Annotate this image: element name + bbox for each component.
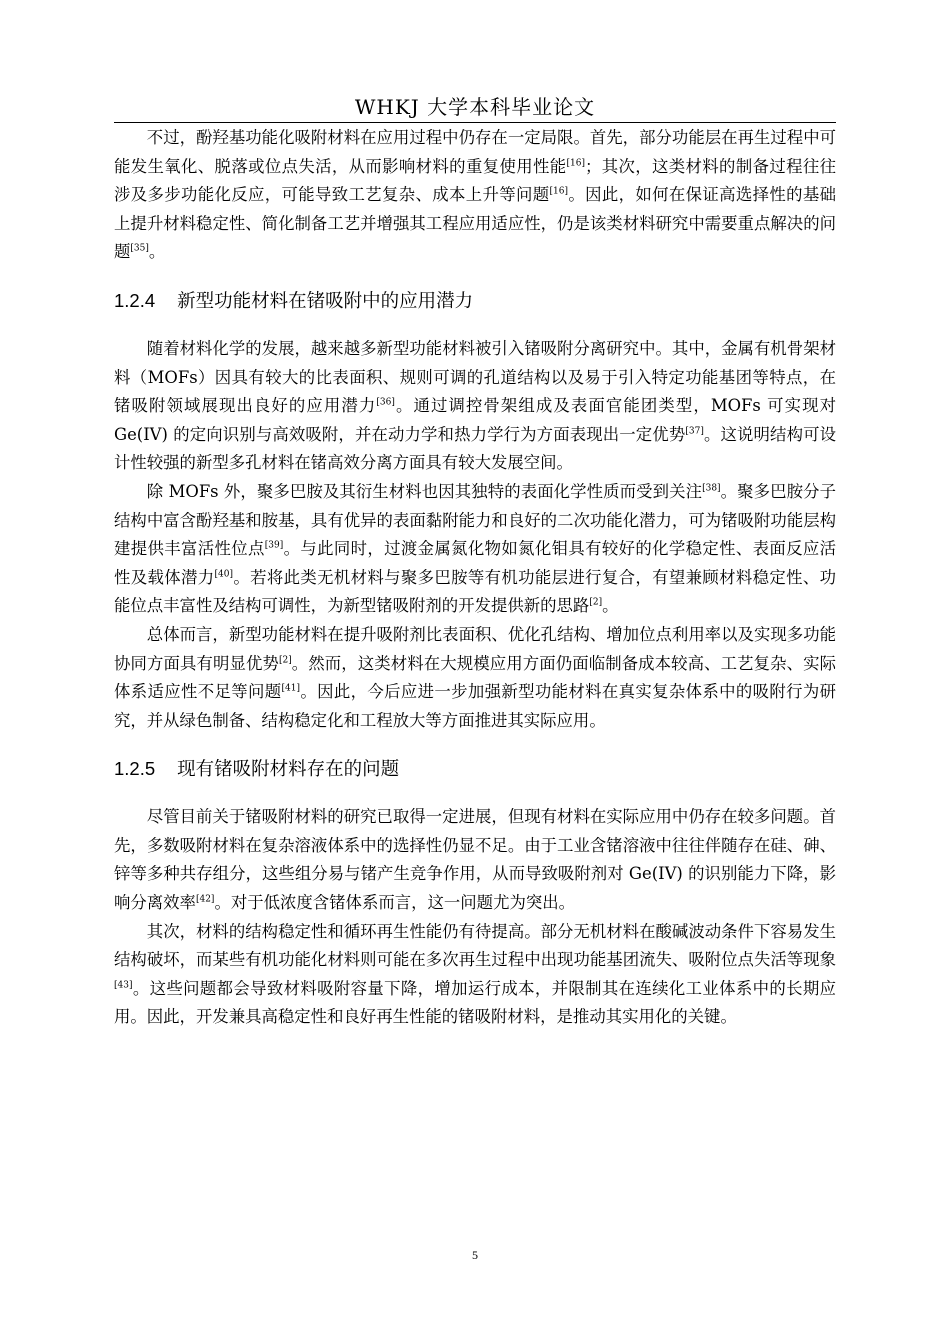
paragraph-text: 。若将此类无机材料与聚多巴胺等有机功能层进行复合，有望兼顾材料稳定性、功能位点丰富性及结构可调性，为新型锗吸附剂的开发提供新的思路 (114, 567, 837, 616)
paragraph-text: 。对于低浓度含锗体系而言，这一问题尤为突出。 (214, 893, 576, 913)
paragraph-text: 。因此，今后应进一步加强新型功能材料在真实复杂体系中的吸附行为研究，并从绿色制备、结构稳定化和工程放大等方面推进其实际应用。 (114, 682, 837, 730)
paragraph-text: 。这些问题都会导致材料吸附容量下降，增加运行成本，并限制其在连续化工业体系中的长期应用。因此，开发兼具高稳定性和良好再生性能的锗吸附材料，是推动其实用化的关键。 (114, 978, 836, 1027)
citation-ref: [2] (589, 597, 603, 608)
section-number: 1.2.4 (114, 289, 156, 311)
paragraph (114, 335, 836, 478)
page-number: 5 (472, 1248, 478, 1262)
header-rule (114, 122, 836, 123)
paragraph (114, 803, 836, 917)
citation-ref: [43] (114, 980, 133, 991)
citation-ref: [35] (130, 243, 149, 254)
paragraph-text: 不过，酚羟基功能化吸附材料在应用过程中仍存在一定局限。首先，部分功能层在再生过程中可能发生氧化、脱落或位点失活，从而影响材料的重复使用性能 (114, 128, 836, 176)
paragraph (114, 478, 836, 621)
running-header: WHKJ 大学本科毕业论文 (354, 95, 596, 119)
document-body (114, 124, 836, 1032)
paragraph-text: 。聚多巴胺分子结构中富含酚羟基和胺基，具有优异的表面黏附能力和良好的二次功能化潜力，可为锗吸附功能层构建提供丰富活性位点 (114, 481, 836, 559)
paragraph-text: 总体而言，新型功能材料在提升吸附剂比表面积、优化孔结构、增加位点利用率以及实现多功能协同方面具有明显优势 (114, 624, 836, 673)
citation-ref: [37] (685, 426, 704, 437)
paragraph-text: 除 MOFs 外，聚多巴胺及其衍生材料也因其独特的表面化学性质而受到关注 (146, 481, 703, 501)
citation-ref: [41] (281, 683, 300, 694)
paragraph (114, 124, 836, 267)
citation-ref: [16] (549, 186, 568, 197)
citation-ref: [36] (376, 397, 395, 408)
section-number: 1.2.5 (114, 758, 156, 780)
paragraph-text: 。与此同时，过渡金属氮化物如氮化钼具有较好的化学稳定性、表面反应活性及载体潜力 (114, 539, 837, 587)
paragraph-text: 其次，材料的结构稳定性和循环再生性能仍有待提高。部分无机材料在酸碱波动条件下容易发生结构破坏，而某些有机功能化材料则可能在多次再生过程中出现功能基团流失、吸附位点失活等现象 (114, 921, 836, 970)
paragraph-text: 。通过调控骨架组成及表面官能团类型，MOFs 可实现对 Ge(IV) 的定向识别与高效吸附，并在动力学和热力学行为方面表现出一定优势 (114, 396, 837, 444)
citation-ref: [38] (702, 483, 721, 494)
paragraph-text: 。 (602, 596, 619, 616)
section-title: 新型功能材料在锗吸附中的应用潜力 (177, 290, 474, 312)
paragraph-text: 。然而，这类材料在大规模应用方面仍面临制备成本较高、工艺复杂、实际体系适应性不足等问题 (114, 653, 837, 702)
paragraph (114, 621, 836, 735)
citation-ref: [2] (278, 655, 292, 666)
paragraph-text: 。这说明结构可设计性较强的新型多孔材料在锗高效分离方面具有较大发展空间。 (114, 424, 837, 473)
citation-ref: [39] (264, 540, 284, 551)
citation-ref: [40] (214, 569, 233, 580)
paragraph-text: 随着材料化学的发展，越来越多新型功能材料被引入锗吸附分离研究中。其中，金属有机骨架材料（MOFs）因具有较大的比表面积、规则可调的孔道结构以及易于引入特定功能基团等特点，在锗吸附领域展现出良好的应用潜力 (114, 338, 836, 416)
section-heading (114, 267, 836, 335)
paragraph-text: ；其次，这类材料的制备过程往往涉及多步功能化反应，可能导致工艺复杂、成本上升等问题 (114, 156, 837, 205)
section-title: 现有锗吸附材料存在的问题 (177, 759, 400, 781)
paragraph-text: 。 (148, 242, 166, 262)
paragraph (114, 918, 836, 1032)
citation-ref: [16] (566, 158, 585, 169)
paragraph-text: 尽管目前关于锗吸附材料的研究已取得一定进展，但现有材料在实际应用中仍存在较多问题。首先，多数吸附材料在复杂溶液体系中的选择性仍显不足。由于工业含锗溶液中往往伴随存在硅、砷、锌等多种共存组分，这些组分易与锗产生竞争作用，从而导致吸附剂对 Ge(IV) 的识别能力下降，影响分离效率 (114, 807, 836, 913)
paragraph-text: 。因此，如何在保证高选择性的基础上提升材料稳定性、简化制备工艺并增强其工程应用适应性，仍是该类材料研究中需要重点解决的问题 (114, 185, 837, 262)
section-heading (114, 735, 836, 803)
citation-ref: [42] (195, 894, 215, 905)
